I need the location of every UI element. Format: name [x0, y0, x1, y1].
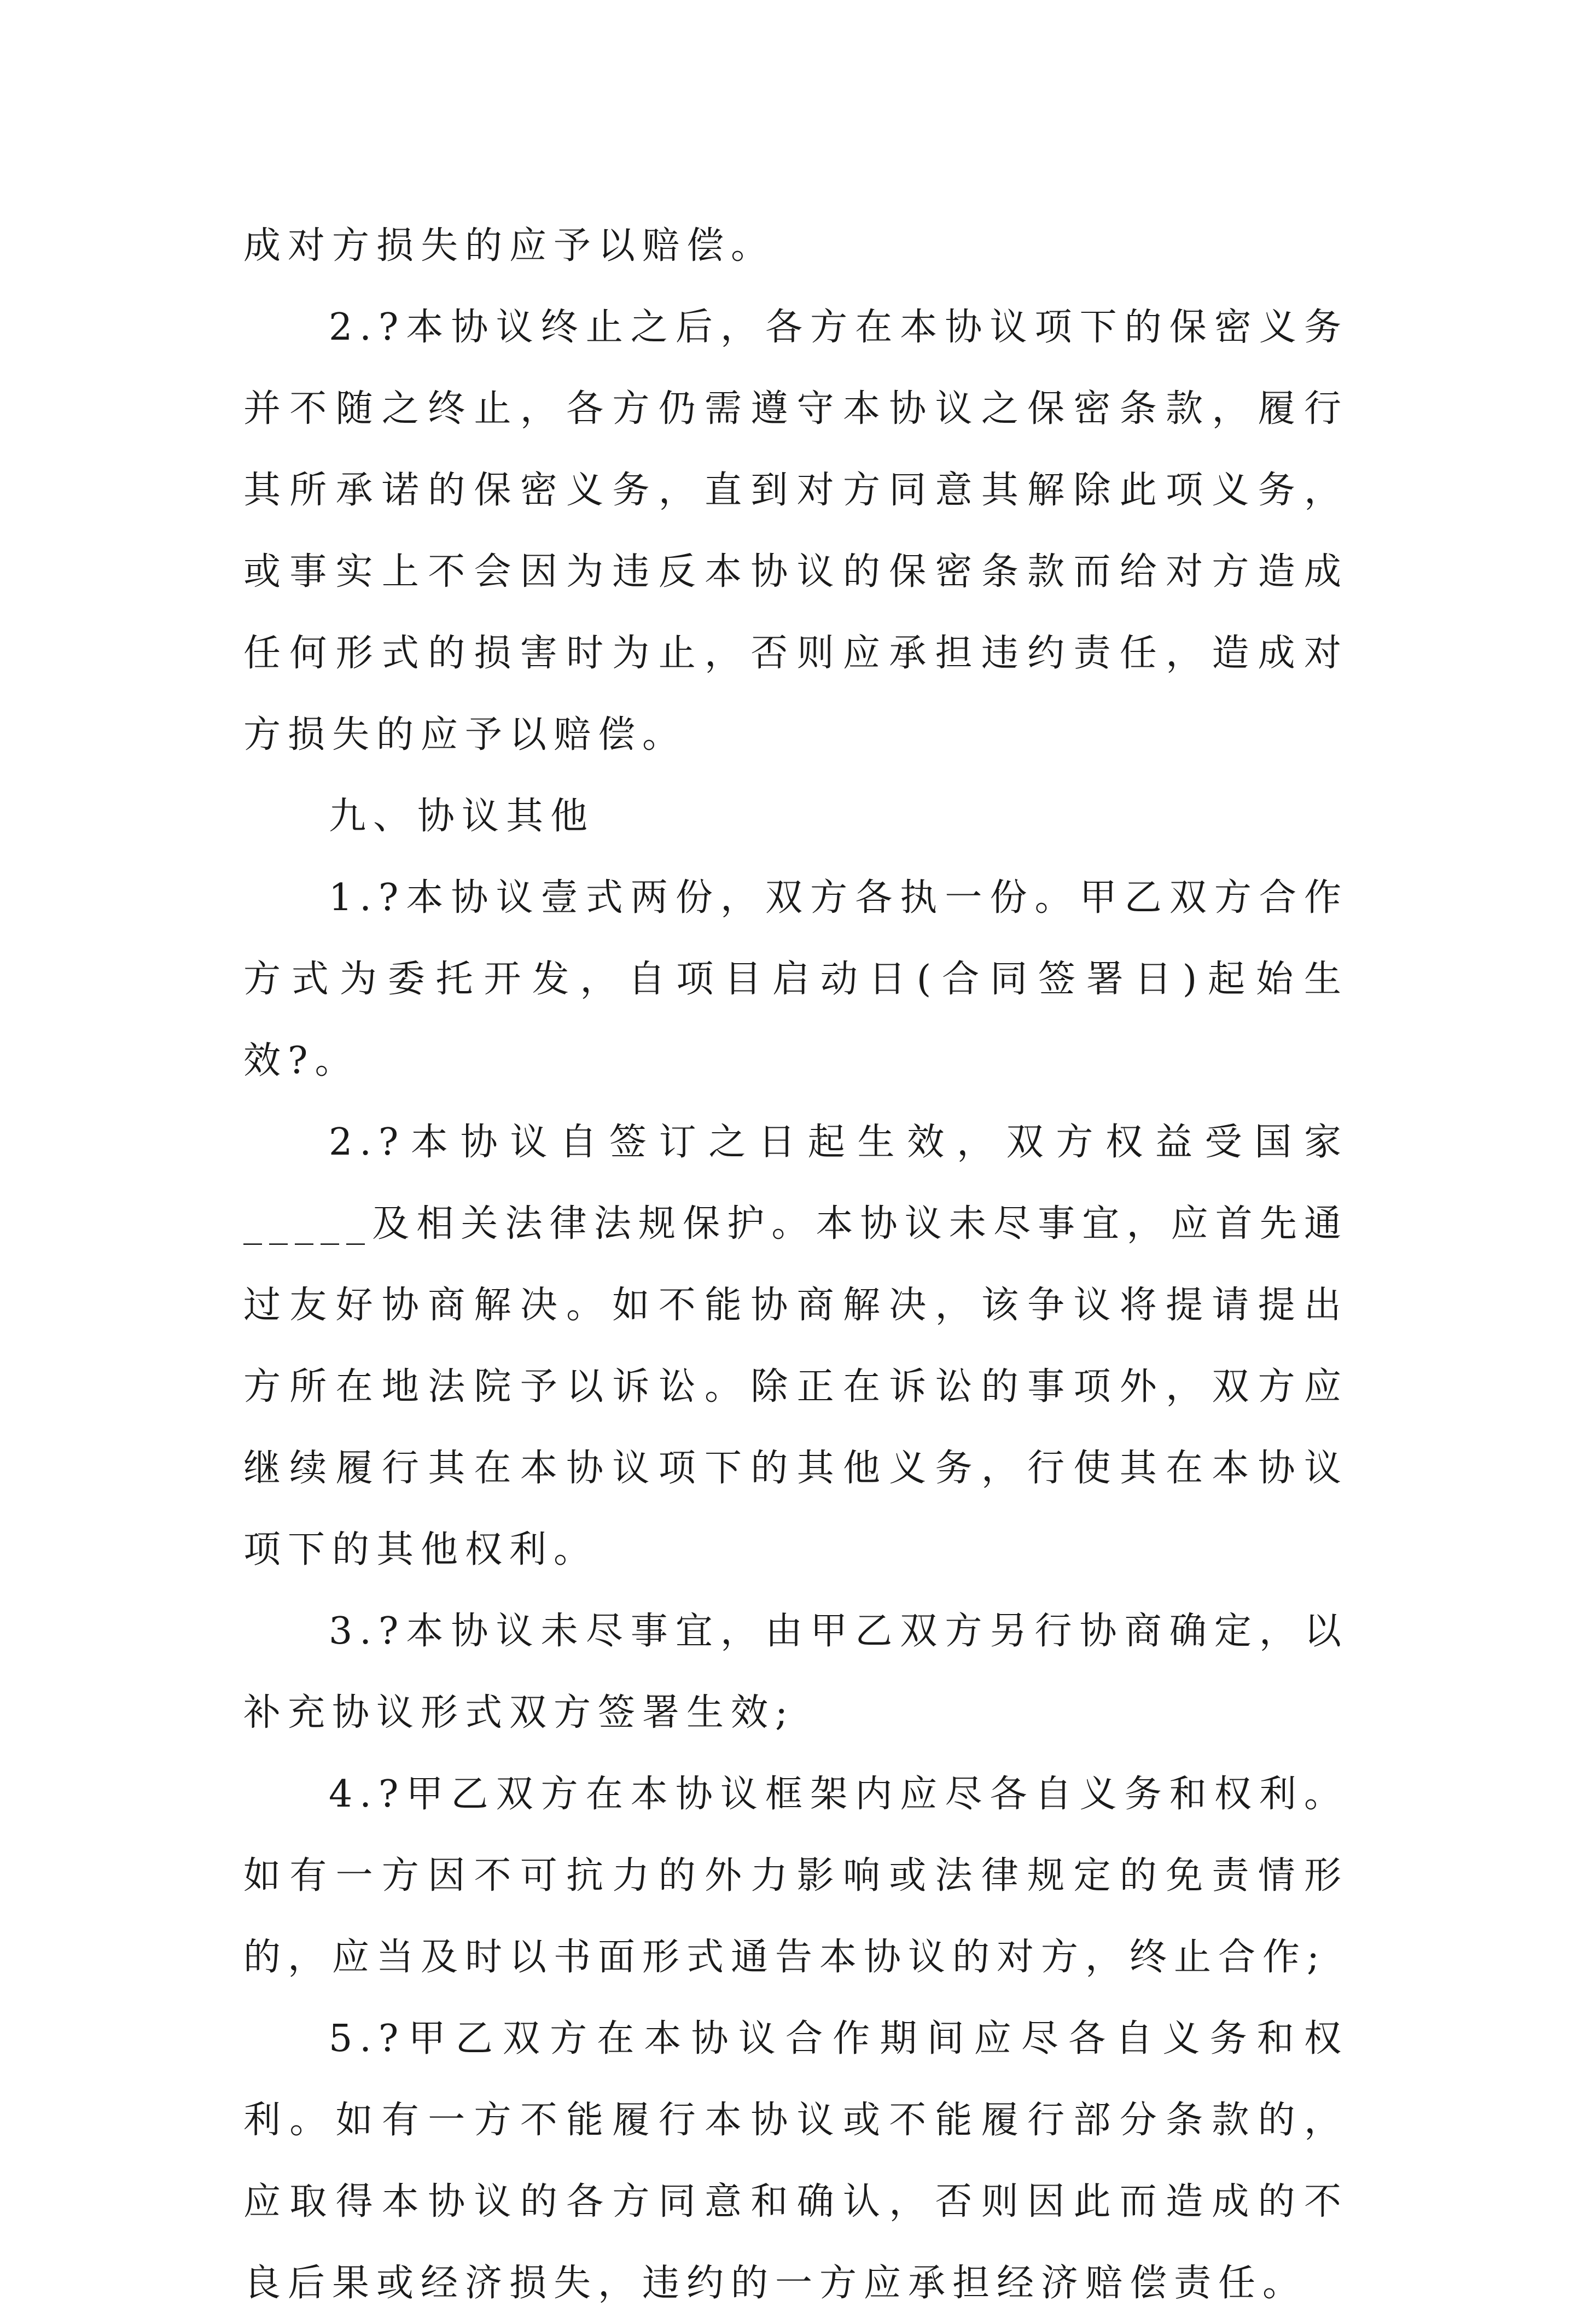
- paragraph-8-2: 2.?本协议终止之后，各方在本协议项下的保密义务并不随之终止，各方仍需遵守本协议之保密条款，履行其所承诺的保密义务，直到对方同意其解除此项义务，或事实上不会因为违反本协议的保密条款而给对方造成任何形式的损害时为止，否则应承担违约责任，造成对方损失的应予以赔偿。: [243, 306, 1348, 756]
- paragraph-9-3: 3.?本协议未尽事宜，由甲乙双方另行协商确定，以补充协议形式双方签署生效;: [243, 1610, 1348, 1734]
- section-heading-9: 九、协议其他: [329, 795, 595, 838]
- paragraph-9-2: 2.?本协议自签订之日起生效，双方权益受国家_____及相关法律法规保护。本协议未尽事宜，应首先通过友好协商解决。如不能协商解决，该争议将提请提出方所在地法院予以诉讼。除正在诉讼的事项外，双方应继续履行其在本协议项下的其他义务，行使其在本协议项下的其他权利。: [243, 1121, 1348, 1571]
- paragraph-9-1: 1.?本协议壹式两份，双方各执一份。甲乙双方合作方式为委托开发，自项目启动日(合同签署日)起始生效?。: [243, 876, 1348, 1082]
- document-body: [243, 205, 1348, 2324]
- paragraph-9-5: 5.?甲乙双方在本协议合作期间应尽各自义务和权利。如有一方不能履行本协议或不能履行部分条款的，应取得本协议的各方同意和确认，否则因此而造成的不良后果或经济损失，违约的一方应承担经济赔偿责任。: [243, 2017, 1348, 2305]
- paragraph-continuation: 成对方损失的应予以赔偿。: [243, 224, 776, 267]
- paragraph-9-4: 4.?甲乙双方在本协议框架内应尽各自义务和权利。如有一方因不可抗力的外力影响或法律规定的免责情形的，应当及时以书面形式通告本协议的对方，终止合作;: [243, 1773, 1348, 1979]
